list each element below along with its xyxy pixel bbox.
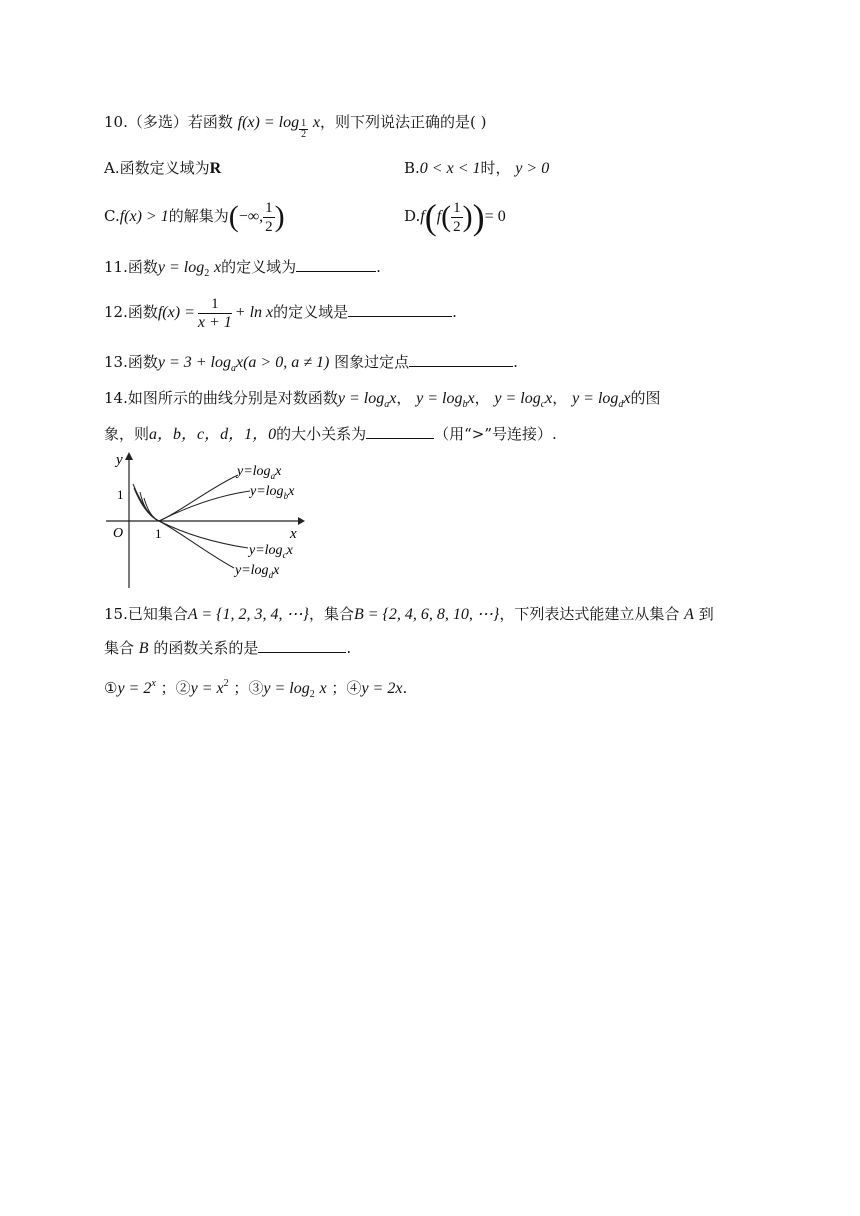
q13: 13.函数$y = 3 + \log_ax(a > 0$, a ≠ 1) 图象过定点 . bbox=[104, 353, 518, 374]
q10-option-d-fraction: $\frac{1}{2}$ bbox=[453, 199, 461, 235]
curve-a bbox=[140, 475, 238, 521]
curve-label-a: $y=\log_ax$ bbox=[237, 464, 282, 481]
q12: 12.函数f(x) = $\frac{1}{x + 1}$ + ln x的定义域是 . bbox=[104, 295, 457, 331]
curve-label-d: $y=\log_dx$ bbox=[235, 563, 280, 580]
q14-answer-blank[interactable] bbox=[366, 424, 434, 439]
log-curves-graph bbox=[100, 448, 310, 590]
y-axis-label: y bbox=[116, 452, 123, 468]
q14-line1: 14.如图所示的曲线分别是对数函数$y = \log_ax$， $y = \log_bx$， $y = \log_cx$， $y = \log_dx$的图 bbox=[104, 389, 661, 410]
q10-stem: 10.（多选）若函数 f(x) = log $\frac{1}{2}$ x，则下列说法正确的是( ) bbox=[104, 113, 487, 140]
q13-answer-blank[interactable] bbox=[409, 352, 513, 367]
q15-options: ①y = $2^x$ ；②y = $x^2$ ；③y = $\log_2 x$ ；④y = 2x. bbox=[104, 678, 408, 700]
q10-base-fraction: $\frac{1}{2}$ bbox=[301, 118, 307, 140]
y-tick-1: 1 bbox=[117, 487, 124, 502]
x-axis-label: x bbox=[290, 526, 297, 542]
curve-label-c: $y=\log_cx$ bbox=[249, 543, 293, 560]
q10-option-b: B.0 < x < 1时， y > 0 bbox=[404, 159, 550, 177]
q12-answer-blank[interactable] bbox=[348, 302, 452, 317]
origin-label: O bbox=[113, 526, 124, 541]
curve-label-b: $y=\log_bx$ bbox=[250, 484, 295, 501]
y-axis-arrow bbox=[125, 452, 133, 460]
q12-fraction: $\frac{1}{x + 1}$ bbox=[197, 295, 232, 331]
q11-answer-blank[interactable] bbox=[296, 257, 376, 272]
q10-function: f(x) = log bbox=[237, 114, 300, 131]
q15-line1: 15.已知集合A = {1, 2, 3, 4, ⋯}，集合B = {2, 4, 6, 8, 10, ⋯}，下列表达式能建立从集合 A 到 bbox=[104, 605, 714, 623]
x-axis-arrow bbox=[298, 517, 305, 525]
x-tick-1: 1 bbox=[155, 526, 162, 541]
q10-option-a: A.函数定义域为R bbox=[104, 159, 222, 177]
q10-option-c: C.f(x) > 1的解集为(−∞, $\frac{1}{2}$ ) bbox=[104, 199, 285, 235]
q14-line2: 象，则a，b，c，d，1，0的大小关系为 （用“>”号连接）. bbox=[104, 425, 557, 443]
curve-c bbox=[134, 488, 248, 548]
q10-option-d: D.f(f( $\frac{1}{2}$ ))= 0 bbox=[404, 197, 506, 237]
q15-answer-blank[interactable] bbox=[258, 638, 346, 653]
q11: 11.函数$y = \log_2 x$的定义域为 . bbox=[104, 258, 381, 279]
q15-line2: 集合 B 的函数关系的是 . bbox=[104, 639, 352, 657]
q10-option-c-fraction: $\frac{1}{2}$ bbox=[265, 199, 273, 235]
